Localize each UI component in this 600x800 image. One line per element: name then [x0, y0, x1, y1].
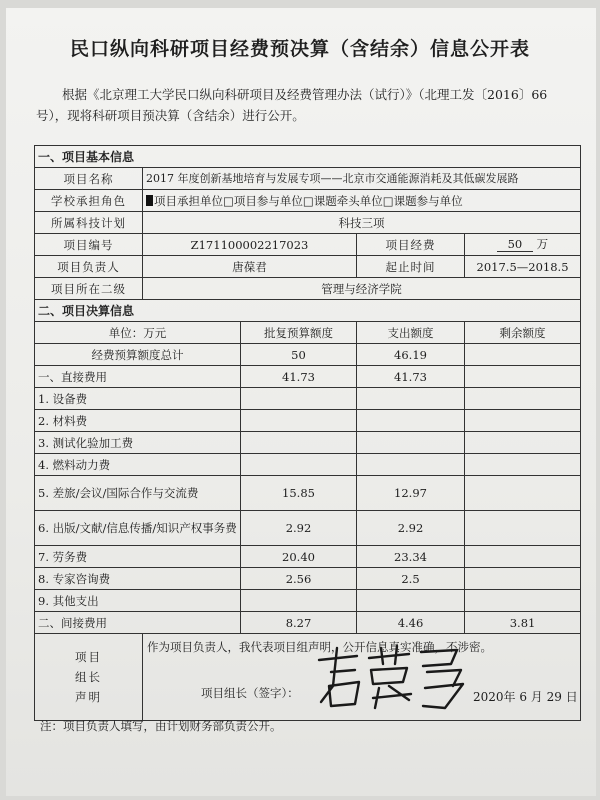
approved-amount: 20.40	[241, 546, 357, 568]
project-name-value: 2017 年度创新基地培育与发展专项——北京市交通能源消耗及其低碳发展路	[143, 168, 581, 190]
project-number-label: 项目编号	[35, 234, 143, 256]
budget-row	[35, 568, 581, 590]
section-budget-heading: 二、项目决算信息	[35, 300, 581, 322]
budget-row	[35, 612, 581, 634]
budget-row	[35, 511, 581, 546]
declaration-cell	[143, 634, 581, 721]
budget-row	[35, 388, 581, 410]
remaining-amount	[465, 511, 581, 546]
budget-item-label: 一、直接费用	[35, 366, 241, 388]
approved-amount: 2.56	[241, 568, 357, 590]
budget-item-label: 2. 材料费	[35, 410, 241, 432]
handwritten-signature	[311, 642, 471, 714]
section-basic-heading: 一、项目基本信息	[35, 146, 581, 168]
budget-row	[35, 476, 581, 511]
remaining-amount	[465, 546, 581, 568]
declaration-text: 作为项目负责人，我代表项目组声明，公开信息真实准确，不涉密。	[147, 640, 492, 654]
remaining-amount	[465, 366, 581, 388]
spent-amount: 12.97	[357, 476, 465, 511]
funding-value: 50	[497, 237, 533, 252]
info-form-table	[34, 145, 581, 721]
budget-row	[35, 432, 581, 454]
department-value: 管理与经济学院	[143, 278, 581, 300]
period-label: 起止时间	[357, 256, 465, 278]
project-name-label: 项目名称	[35, 168, 143, 190]
remaining-amount	[465, 388, 581, 410]
spent-amount: 2.5	[357, 568, 465, 590]
approved-amount	[241, 432, 357, 454]
spent-amount	[357, 388, 465, 410]
budget-row	[35, 344, 581, 366]
intro-paragraph: 根据《北京理工大学民口纵向科研项目及经费管理办法（试行）》（北理工发〔2016〕66号），现将科研项目预决算（含结余）进行公开。	[36, 87, 548, 123]
declaration-side-text: 项目组长声明	[75, 650, 102, 704]
footnote: 注：项目负责人填写，由计划财务部负责公开。	[40, 719, 282, 733]
approved-amount: 8.27	[241, 612, 357, 634]
budget-item-label: 1. 设备费	[35, 388, 241, 410]
remaining-amount: 3.81	[465, 612, 581, 634]
col-remain-header: 剩余额度	[465, 322, 581, 344]
budget-row	[35, 366, 581, 388]
remaining-amount	[465, 410, 581, 432]
funding-unit: 万	[536, 237, 549, 251]
spent-amount: 4.46	[357, 612, 465, 634]
checked-box-icon	[146, 195, 153, 206]
role-label: 学校承担角色	[35, 190, 143, 212]
remaining-amount	[465, 454, 581, 476]
approved-amount	[241, 410, 357, 432]
approved-amount	[241, 590, 357, 612]
budget-row	[35, 454, 581, 476]
budget-item-label: 经费预算额度总计	[35, 344, 241, 366]
budget-item-label: 7. 劳务费	[35, 546, 241, 568]
funding-cell	[465, 234, 581, 256]
budget-item-label: 3. 测试化验加工费	[35, 432, 241, 454]
approved-amount: 15.85	[241, 476, 357, 511]
page-title: 民口纵向科研项目经费预决算（含结余）信息公开表	[69, 38, 530, 60]
spent-amount: 46.19	[357, 344, 465, 366]
approved-amount: 2.92	[241, 511, 357, 546]
department-label: 项目所在二级	[35, 278, 143, 300]
plan-value: 科技三项	[143, 212, 581, 234]
declaration-side-label	[35, 634, 143, 721]
budget-item-label: 6. 出版/文献/信息传播/知识产权事务费	[35, 511, 241, 546]
budget-item-label: 5. 差旅/会议/国际合作与交流费	[35, 476, 241, 511]
budget-row	[35, 546, 581, 568]
unit-label: 单位：万元	[35, 322, 241, 344]
period-value: 2017.5—2018.5	[465, 256, 581, 278]
signature-date: 2020年 6 月 29 日	[473, 690, 578, 704]
spent-amount	[357, 454, 465, 476]
budget-rows	[35, 344, 581, 634]
col-spent-header: 支出额度	[357, 322, 465, 344]
spent-amount	[357, 410, 465, 432]
remaining-amount	[465, 476, 581, 511]
approved-amount	[241, 454, 357, 476]
spent-amount: 41.73	[357, 366, 465, 388]
col-approved-header: 批复预算额度	[241, 322, 357, 344]
budget-item-label: 8. 专家咨询费	[35, 568, 241, 590]
role-cell	[143, 190, 581, 212]
budget-item-label: 9. 其他支出	[35, 590, 241, 612]
budget-item-label: 4. 燃料动力费	[35, 454, 241, 476]
role-options: 项目承担单位□项目参与单位□课题牵头单位□课题参与单位	[154, 193, 463, 208]
budget-item-label: 二、间接费用	[35, 612, 241, 634]
approved-amount	[241, 388, 357, 410]
spent-amount: 2.92	[357, 511, 465, 546]
remaining-amount	[465, 432, 581, 454]
leader-label: 项目负责人	[35, 256, 143, 278]
project-number-value: Z171100002217023	[143, 234, 357, 256]
remaining-amount	[465, 590, 581, 612]
leader-value: 唐葆君	[143, 256, 357, 278]
funding-label: 项目经费	[357, 234, 465, 256]
budget-row	[35, 410, 581, 432]
plan-label: 所属科技计划	[35, 212, 143, 234]
spent-amount	[357, 432, 465, 454]
spent-amount	[357, 590, 465, 612]
remaining-amount	[465, 344, 581, 366]
spent-amount: 23.34	[357, 546, 465, 568]
remaining-amount	[465, 568, 581, 590]
approved-amount: 41.73	[241, 366, 357, 388]
sign-label: 项目组长（签字）：	[201, 686, 299, 700]
approved-amount: 50	[241, 344, 357, 366]
budget-row	[35, 590, 581, 612]
